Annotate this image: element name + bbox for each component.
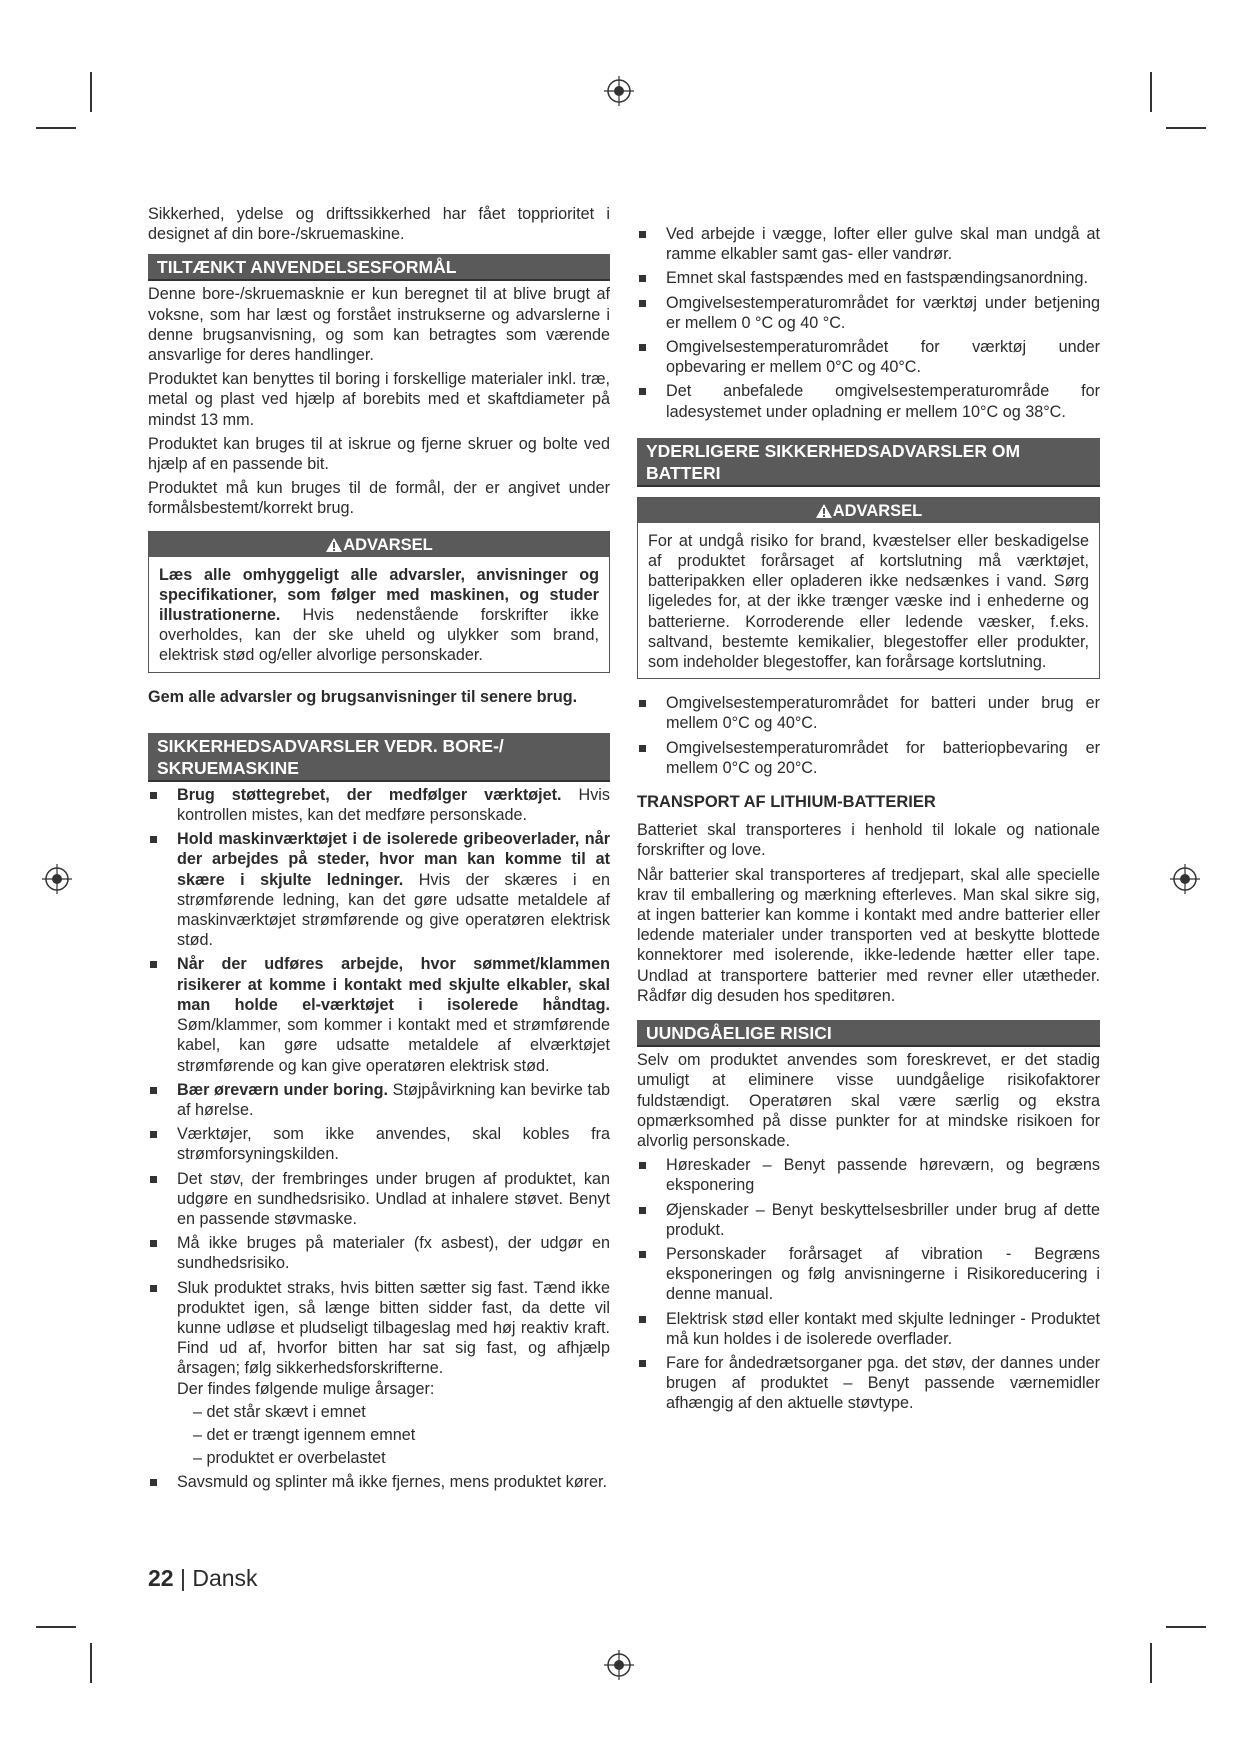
warning-text: Hvis nedenstående forskrifter ikke overholdes, kan der ske uheld og ulykker som brand, elektrisk stød og/eller alvorlige personskader. <box>159 606 599 665</box>
intended-use-paragraph: Produktet kan bruges til at iskrue og fjerne skruer og bolte ved hjælp af en passende bit. <box>148 434 610 474</box>
list-item: Omgivelsestemperaturområdet for værktøj under opbevaring er mellem 0°C og 40°C. <box>637 337 1100 377</box>
drill-safety-list <box>148 785 610 1493</box>
list-item: Bær øreværn under boring. Støjpåvirkning kan bevirke tab af hørelse. <box>148 1080 610 1120</box>
causes-intro: Der findes følgende mulige årsager: <box>177 1379 435 1398</box>
list-item: Brug støttegrebet, der medfølger værktøjet. Hvis kontrollen mistes, kan det medføre personskade. <box>148 785 610 825</box>
list-item: Savsmuld og splinter må ikke fjernes, mens produktet kører. <box>148 1472 610 1492</box>
intro-paragraph: Sikkerhed, ydelse og driftssikkerhed har fået topprioritet i designet af din bore-/skruemaskine. <box>148 205 610 244</box>
list-item: Fare for åndedrætsorganer pga. det støv, der dannes under brugen af produktet – Benyt passende værnemidler afhængig af den aktuelle støvtype. <box>637 1353 1100 1414</box>
cause-item: – produktet er overbelastet <box>193 1449 386 1468</box>
warning-triangle-icon <box>815 503 833 519</box>
crop-mark-bottom-right-horizontal <box>1166 1626 1206 1628</box>
transport-paragraph: Når batterier skal transporteres af tredjepart, skal alle specielle krav til emballering og mærkning efterleves. Man skal sikre sig, at ingen batterier kan komme i kontakt med andre batterier eller ledende materialer under transporten ved at beskytte blottede konnektorer med isolerende, ikke-ledende hætter eller tape. Undlad at transportere batterier med revner eller utætheder. Rådfør dig desuden hos speditøren. <box>637 865 1100 1005</box>
list-item: Omgivelsestemperaturområdet for batteriopbevaring er mellem 0°C og 20°C. <box>637 738 1100 778</box>
warning-box <box>148 531 610 673</box>
list-item: Omgivelsestemperaturområdet for værktøj under betjening er mellem 0 °C og 40 °C. <box>637 293 1100 333</box>
page-footer <box>148 1565 258 1592</box>
warning-body <box>149 557 609 672</box>
cause-item: – det står skævt i emnet <box>193 1402 366 1421</box>
keep-instructions-note: Gem alle advarsler og brugsanvisninger til senere brug. <box>148 687 578 706</box>
list-item: Høreskader – Benyt passende høreværn, og begræns eksponering <box>637 1155 1100 1195</box>
list-item: Elektrisk stød eller kontakt med skjulte ledninger - Produktet må kun holdes i de isolerede overflader. <box>637 1309 1100 1349</box>
crop-mark-bottom-left-vertical <box>90 1643 92 1683</box>
registration-mark-icon <box>604 76 634 106</box>
section-title-battery-safety: YDERLIGERE SIKKERHEDSADVARSLER OM BATTERI <box>637 438 1100 487</box>
registration-mark-icon <box>42 864 72 894</box>
list-item: Øjenskader – Benyt beskyttelsesbriller under brug af dette produkt. <box>637 1200 1100 1240</box>
list-item: Må ikke bruges på materialer (fx asbest), der udgør en sundhedsrisiko. <box>148 1233 610 1273</box>
list-item: Omgivelsestemperaturområdet for batteri under brug er mellem 0°C og 40°C. <box>637 693 1100 733</box>
risks-list <box>637 1155 1100 1413</box>
list-item: Det anbefalede omgivelsestemperaturområde for ladesystemet under opladning er mellem 10°C og 38°C. <box>637 381 1100 421</box>
list-item: Personskader forårsaget af vibration - Begræns eksponeringen og følg anvisningerne i Risikoreducering i denne manual. <box>637 1244 1100 1305</box>
list-item: Ved arbejde i vægge, lofter eller gulve skal man undgå at ramme elkabler samt gas- eller vandrør. <box>637 224 1100 264</box>
list-item: Når der udføres arbejde, hvor sømmet/klammen risikerer at komme i kontakt med skjulte elkabler, skal man holde el-værktøjet i isolerede håndtag. Søm/klammer, som kommer i kontakt med et strømførende kabel, kan gøre udsatte metaldele af elværktøjet strømførende og kan give operatøren elektrisk stød. <box>148 954 610 1075</box>
right-column <box>637 224 1100 1418</box>
list-item: Sluk produktet straks, hvis bitten sætter sig fast. Tænd ikke produktet igen, så længe bitten sidder fast, da dette vil kunne udløse et pludseligt tilbageslag med høj reaktiv kraft. Find ud af, hvorfor bitten har sat sig fast, og afhjælp årsagen; følg sikkerhedsforskrifterne. Der findes følgende mulige årsager: – det står skævt i emnet – det er trængt igennem emnet – produktet er overbelastet <box>148 1278 610 1469</box>
crop-mark-top-left-vertical <box>90 72 92 112</box>
registration-mark-icon <box>604 1650 634 1680</box>
crop-mark-bottom-left-horizontal <box>36 1626 76 1628</box>
crop-mark-top-right-horizontal <box>1166 127 1206 129</box>
warning-triangle-icon <box>325 537 343 553</box>
intended-use-paragraph: Produktet må kun bruges til de formål, der er angivet under formålsbestemt/korrekt brug. <box>148 479 610 518</box>
section-title-transport: TRANSPORT AF LITHIUM-BATTERIER <box>637 793 936 812</box>
general-safety-list <box>637 224 1100 422</box>
list-item: Værktøjer, som ikke anvendes, skal kobles fra strømforsyningskilden. <box>148 1124 610 1164</box>
list-item: Det støv, der frembringes under brugen af produktet, kan udgøre en sundhedsrisiko. Undlad at inhalere støvet. Benyt en passende støvmaske. <box>148 1169 610 1230</box>
registration-mark-icon <box>1170 864 1200 894</box>
risks-intro: Selv om produktet anvendes som foreskrevet, er det stadig umuligt at eliminere visse uundgåelige risikofaktorer fuldstændigt. Operatøren skal være særlig og ekstra opmærksomhed på disse punkter for at mindske risikoen for alvorlig personskade. <box>637 1051 1100 1150</box>
cause-item: – det er trængt igennem emnet <box>193 1425 416 1444</box>
warning-heading <box>149 532 609 557</box>
battery-warning-box <box>637 497 1100 679</box>
list-item: Hold maskinværktøjet i de isolerede gribeoverlader, når der arbejdes på steder, hvor man kan komme til at skære i skjulte ledninger. Hvis der skæres i en strømførende ledning, kan det gøre udsatte metaldele af maskinværktøjet strømførende og give operatøren elektrisk stød. <box>148 829 610 950</box>
warning-bold-text: Læs alle omhyggeligt alle advarsler, anvisninger og specifikationer, som følger med maskinen, og studer illustrationerne. <box>159 565 599 625</box>
transport-paragraph: Batteriet skal transporteres i henhold til lokale og nationale forskrifter og love. <box>637 821 1100 860</box>
crop-mark-top-left-horizontal <box>36 127 76 129</box>
battery-warning-body: For at undgå risiko for brand, kvæstelser eller beskadigelse af produktet forårsaget af kortslutning må værktøjet, batteripakken eller opladeren ikke nedsænkes i vand. Sørg ligeledes for, at der ikke trænger væske ind i enhederne og batterierne. Korroderende eller ledende væsker, f.eks. saltvand, bestemte kemikalier, blegestoffer eller produkter, som indeholder blegestoffer, kan forårsage kortslutning. <box>648 531 1089 672</box>
battery-list <box>637 693 1100 778</box>
crop-mark-bottom-right-vertical <box>1150 1643 1152 1683</box>
section-title-drill-safety: SIKKERHEDSADVARSLER VEDR. BORE-/ SKRUEMASKINE <box>148 733 610 782</box>
warning-label: ADVARSEL <box>832 501 923 520</box>
section-title-intended-use: TILTÆNKT ANVENDELSESFORMÅL <box>148 254 610 281</box>
page-number: 22 <box>148 1565 174 1591</box>
causes-list <box>177 1402 610 1469</box>
warning-label: ADVARSEL <box>343 535 433 554</box>
footer-language: Dansk <box>192 1565 258 1591</box>
battery-warning-heading <box>638 498 1099 523</box>
list-item: Emnet skal fastspændes med en fastspændingsanordning. <box>637 268 1100 288</box>
intended-use-paragraph: Denne bore-/skruemasknie er kun beregnet til at blive brugt af voksne, som har læst og forstået instrukserne og advarslerne i denne brugsanvisning, og som kan betragtes som værende ansvarlige for deres handlinger. <box>148 285 610 365</box>
section-title-residual-risks: UUNDGÅELIGE RISICI <box>637 1020 1100 1047</box>
left-column <box>148 204 610 1497</box>
crop-mark-top-right-vertical <box>1150 72 1152 112</box>
footer-separator: | <box>173 1565 193 1591</box>
intended-use-paragraph: Produktet kan benyttes til boring i forskellige materialer inkl. træ, metal og plast ved hjælp af borebits med et skaftdiameter på mindst 13 mm. <box>148 370 610 429</box>
